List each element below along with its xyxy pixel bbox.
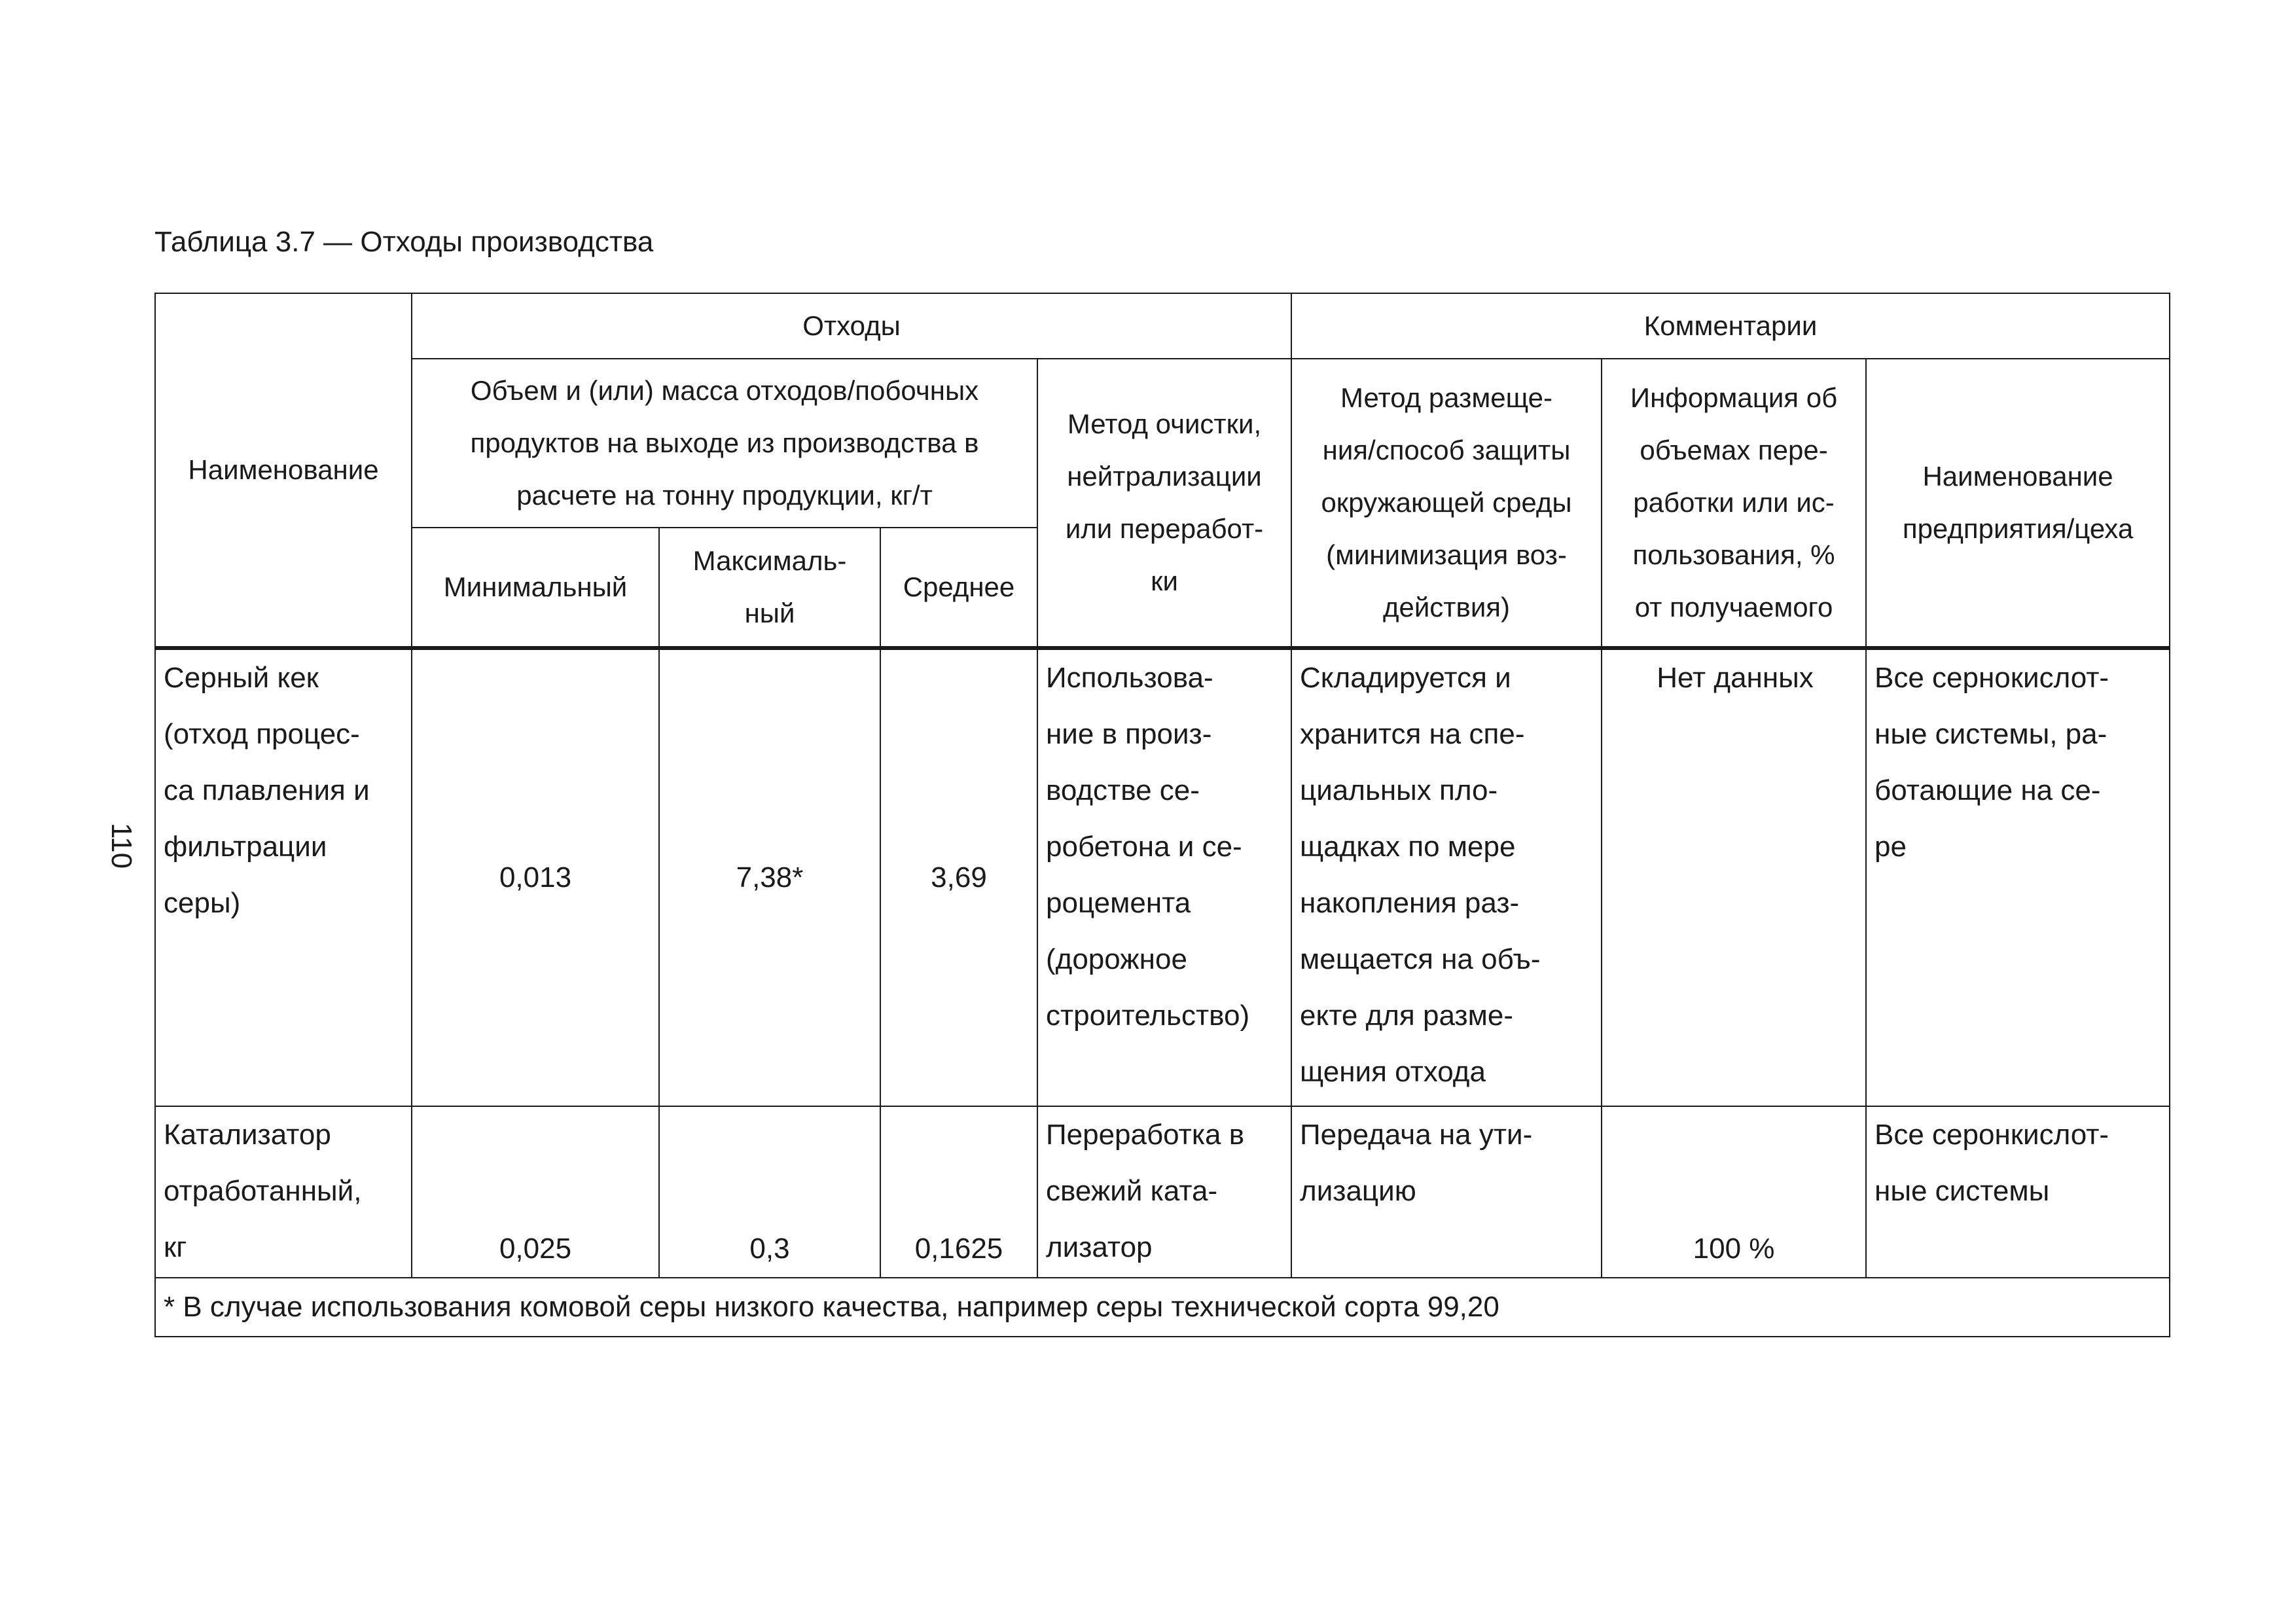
row-method: Переработка в свежий ката- лизатор — [1037, 1106, 1291, 1278]
header-volume: Объем и (или) масса отходов/побочных продуктов на выходе из производства в расчете на тонну продукции, кг/т — [412, 359, 1037, 528]
header-avg: Среднее — [880, 528, 1037, 648]
row-info: Нет данных — [1602, 648, 1866, 1106]
row-max: 0,3 — [659, 1106, 880, 1278]
header-comments-group: Комментарии — [1291, 293, 2170, 359]
row-method: Использова- ние в произ- водстве се- робетона и се- роцемента (дорожное строительство) — [1037, 648, 1291, 1106]
header-waste-group: Отходы — [412, 293, 1291, 359]
row-min: 0,025 — [412, 1106, 659, 1278]
row-info: 100 % — [1602, 1106, 1866, 1278]
table-row — [155, 1106, 2170, 1278]
header-row-2 — [155, 359, 2170, 528]
page-number: 110 — [105, 822, 138, 869]
row-max: 7,38* — [659, 648, 880, 1106]
row-name: Катализатор отработанный, кг — [155, 1106, 412, 1278]
waste-table — [154, 293, 2170, 1337]
header-max: Максималь- ный — [659, 528, 880, 648]
table-footnote: * В случае использования комовой серы низкого качества, например серы технической сорта 99,20 — [155, 1278, 2170, 1337]
header-name: Наименование — [155, 293, 412, 648]
row-avg: 3,69 — [880, 648, 1037, 1106]
header-row-1 — [155, 293, 2170, 359]
footnote-row — [155, 1278, 2170, 1337]
header-info: Информация об объемах пере- работки или ис- пользования, % от получаемого — [1602, 359, 1866, 648]
header-placement: Метод размеще- ния/способ защиты окружающей среды (минимизация воз- действия) — [1291, 359, 1602, 648]
waste-table-container — [154, 293, 2170, 1337]
header-enterprise: Наименование предприятия/цеха — [1866, 359, 2170, 648]
row-enterprise: Все серонкислот- ные системы — [1866, 1106, 2170, 1278]
row-name: Серный кек (отход процес- са плавления и фильтрации серы) — [155, 648, 412, 1106]
row-placement: Складируется и хранится на спе- циальных пло- щадках по мере накопления раз- мещается на объ- екте для разме- щения отхода — [1291, 648, 1602, 1106]
row-avg: 0,1625 — [880, 1106, 1037, 1278]
table-row — [155, 648, 2170, 1106]
table-caption: Таблица 3.7 — Отходы производства — [154, 226, 654, 258]
header-method: Метод очистки, нейтрализации или переработ- ки — [1037, 359, 1291, 648]
header-min: Минимальный — [412, 528, 659, 648]
row-enterprise: Все сернокислот- ные системы, ра- ботающие на се- ре — [1866, 648, 2170, 1106]
row-placement: Передача на ути- лизацию — [1291, 1106, 1602, 1278]
row-min: 0,013 — [412, 648, 659, 1106]
